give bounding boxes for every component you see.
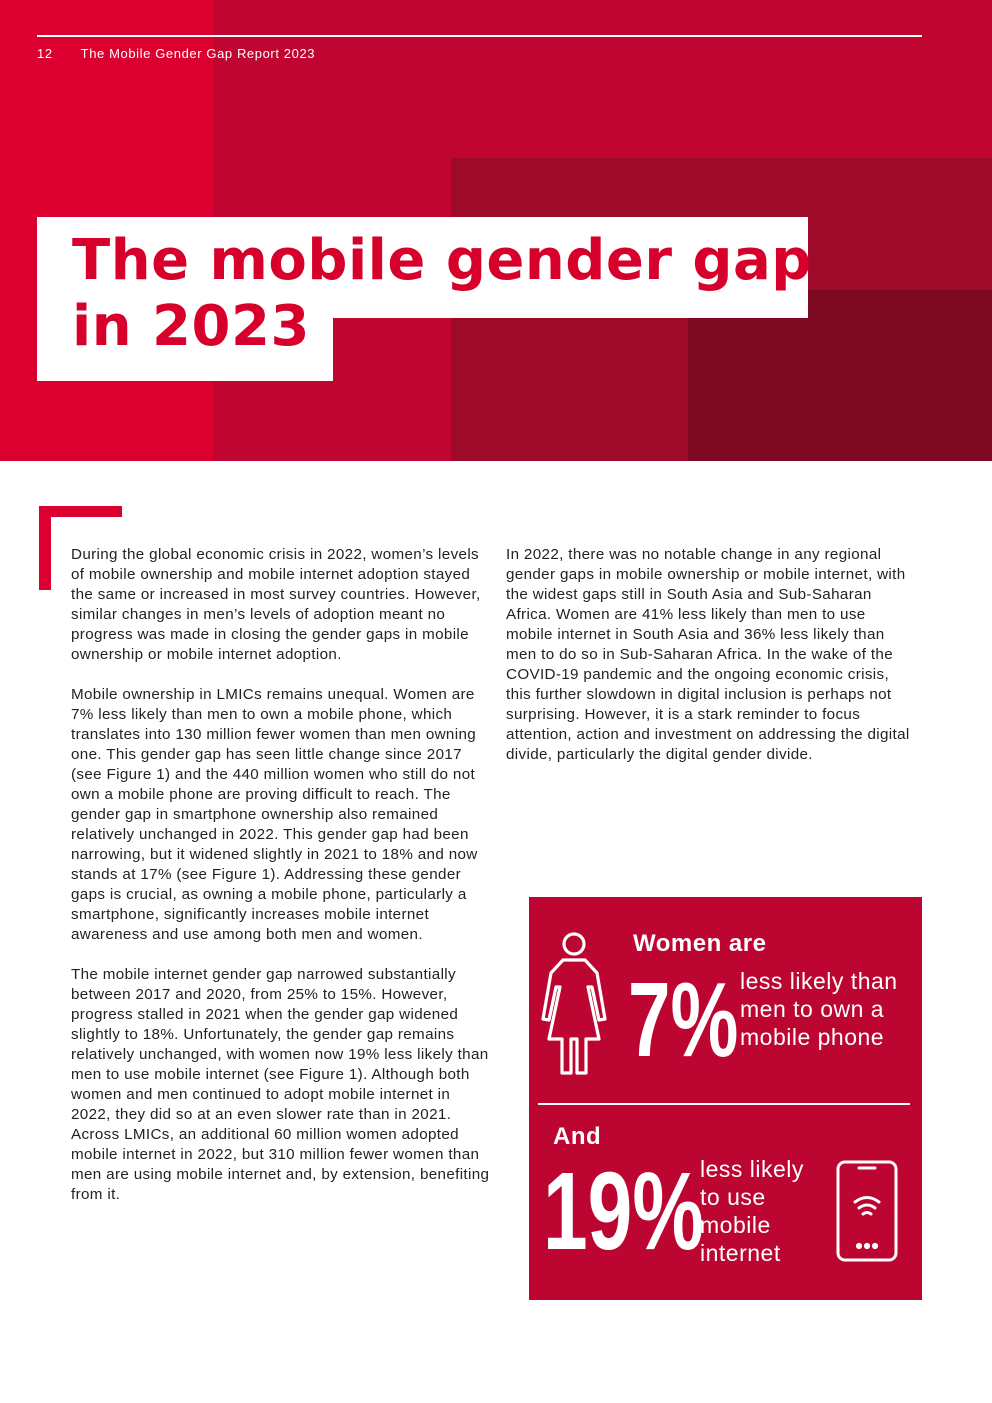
hero-banner (0, 0, 992, 461)
stat-divider (538, 1103, 910, 1105)
smartphone-wifi-icon (835, 1159, 899, 1263)
stat-value-internet: 19% (543, 1150, 704, 1273)
paragraph: In 2022, there was no notable change in any regional gender gaps in mobile ownership or mobile internet, with the widest gaps still in South Asia and Sub-Saharan Africa. Women are 41% less likely than men to use mobile internet in South Asia and 36% less likely than men to do so in Sub-Saharan Africa. In the wake of the COVID-19 pandemic and the ongoing economic crisis, this further slowdown in digital inclusion is perhaps not surprising. However, it is a stark reminder to focus attention, action and investment on addressing the digital divide, particularly the digital gender divide. (506, 546, 910, 763)
stat-text-ownership: less likely than men to own a mobile phone (740, 968, 898, 1050)
running-header (37, 46, 315, 61)
page-number: 12 (37, 46, 53, 61)
header-rule (37, 35, 922, 37)
paragraph: The mobile internet gender gap narrowed substantially between 2017 and 2020, from 25% to 15%. However, progress stalled in 2021 when the gender gap widened slightly to 18%. Unfortunately, the gender gap remains relatively unchanged, with women now 19% less likely than men to use mobile internet (see Figure 1). Although both women and men continued to adopt mobile internet in 2022, they did so at an even slower rate than in 2021. Across LMICs, an additional 60 million women adopted mobile internet in 2022, but 310 million fewer women than men are using mobile internet and, by extension, benefiting from it. (71, 966, 490, 1203)
stat-heading: Women are (633, 930, 767, 957)
stat-connector: And (553, 1123, 602, 1150)
page-title-line-1: The mobile gender gap (72, 228, 812, 293)
accent-bracket-horizontal (39, 506, 122, 517)
page-title (72, 228, 812, 360)
page-title-line-2: in 2023 (72, 294, 310, 359)
paragraph: Mobile ownership in LMICs remains unequal. Women are 7% less likely than men to own a mobile phone, which translates into 130 million fewer women than men owning one. This gender gap has seen little change since 2017 (see Figure 1) and the 440 million women who still do not own a mobile phone are proving difficult to reach. The gender gap in smartphone ownership also remained relatively unchanged in 2022. This gender gap had been narrowing, but it widened slightly in 2021 to 18% and now stands at 17% (see Figure 1). Addressing these gender gaps is crucial, as owning a mobile phone, particularly a smartphone, significantly increases mobile internet awareness and use among both men and women. (71, 686, 478, 943)
woman-icon (541, 931, 607, 1079)
report-title: The Mobile Gender Gap Report 2023 (80, 46, 316, 61)
paragraph: During the global economic crisis in 2022, women’s levels of mobile ownership and mobile internet adoption stayed the same or increased in most survey countries. However, similar changes in men’s levels of adoption meant no progress was made in closing the gender gaps in mobile ownership or mobile internet adoption. (71, 546, 481, 663)
accent-bracket-vertical (39, 506, 51, 590)
stat-value-ownership: 7% (628, 961, 739, 1079)
stat-callout-box (529, 897, 922, 1300)
body-column-left (71, 545, 491, 1225)
body-column-right (506, 545, 914, 785)
stat-text-internet: less likely to use mobile internet (700, 1156, 804, 1266)
